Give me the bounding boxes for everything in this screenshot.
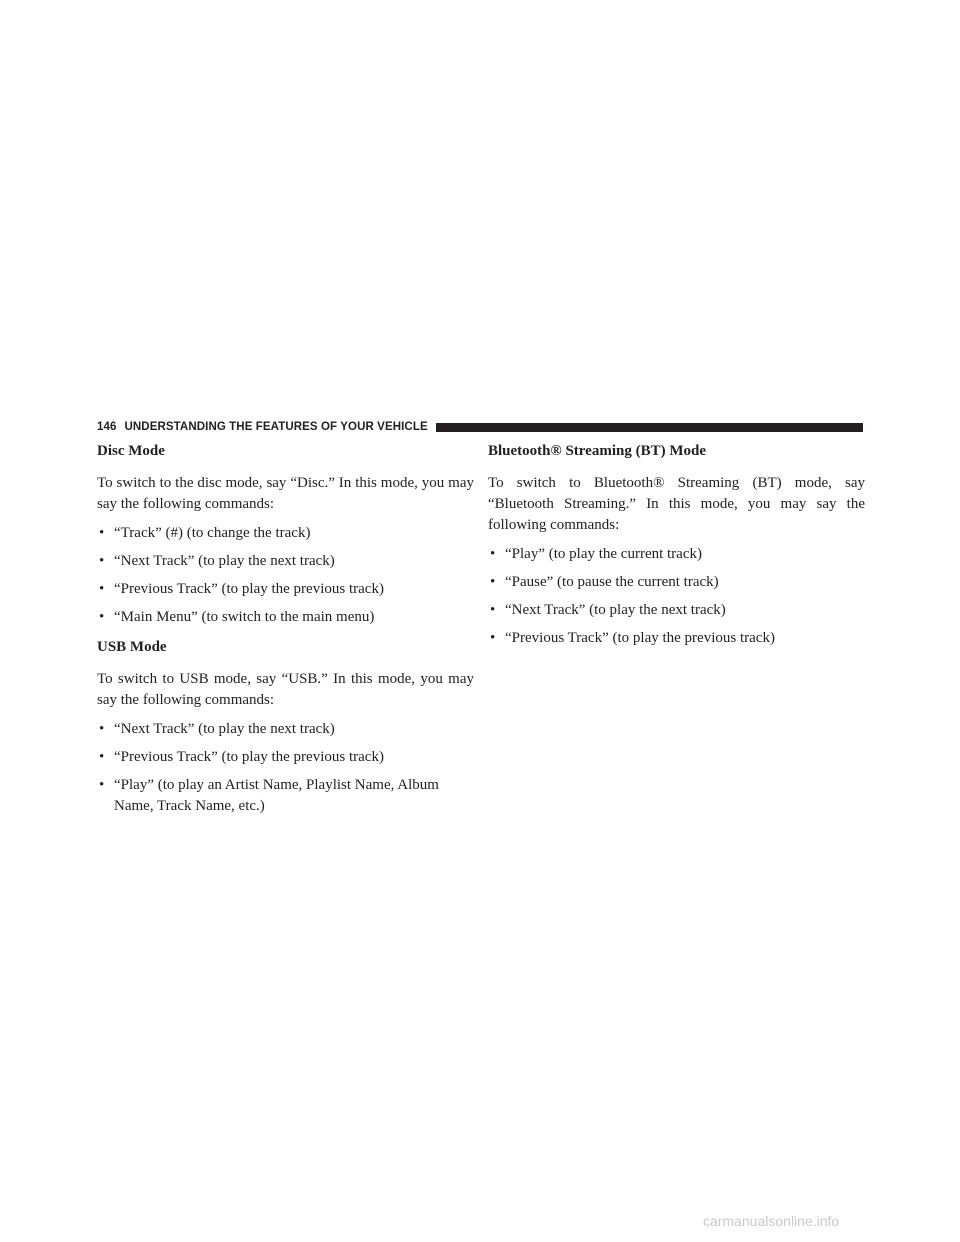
page-number: 146 <box>97 421 117 433</box>
command-text: “Previous Track” (to play the previous track) <box>114 749 384 765</box>
bullet-icon: • <box>99 721 105 737</box>
bullet-icon: • <box>99 553 105 569</box>
list-item <box>488 572 865 593</box>
list-item <box>97 719 474 740</box>
command-text: “Play” (to play an Artist Name, Playlist Name, Album Name, Track Name, etc.) <box>114 777 439 814</box>
section-title: UNDERSTANDING THE FEATURES OF YOUR VEHICLE <box>124 421 428 433</box>
disc-mode-heading: Disc Mode <box>97 443 165 459</box>
command-text: “Next Track” (to play the next track) <box>114 721 335 737</box>
list-item <box>97 579 474 600</box>
left-column <box>97 441 474 826</box>
command-text: “Previous Track” (to play the previous track) <box>505 630 775 646</box>
bullet-icon: • <box>99 525 105 541</box>
bullet-icon: • <box>99 749 105 765</box>
page-header <box>97 418 863 436</box>
command-text: “Main Menu” (to switch to the main menu) <box>114 609 375 625</box>
bluetooth-mode-section <box>488 441 865 649</box>
usb-mode-commands <box>97 719 474 817</box>
usb-mode-section <box>97 637 474 817</box>
bluetooth-mode-intro: To switch to Bluetooth® Streaming (BT) mode, say “Bluetooth Streaming.” In this mode, you may say the following commands: <box>488 475 865 533</box>
watermark-text: carmanualsonline.info <box>703 1213 840 1229</box>
list-item <box>97 775 474 817</box>
bullet-icon: • <box>99 777 105 793</box>
command-text: “Play” (to play the current track) <box>505 546 702 562</box>
list-item <box>97 607 474 628</box>
command-text: “Track” (#) (to change the track) <box>114 525 311 541</box>
usb-mode-intro: To switch to USB mode, say “USB.” In this mode, you may say the following commands: <box>97 671 474 708</box>
list-item <box>488 628 865 649</box>
command-text: “Next Track” (to play the next track) <box>505 602 726 618</box>
bullet-icon: • <box>490 574 496 590</box>
list-item <box>97 523 474 544</box>
command-text: “Next Track” (to play the next track) <box>114 553 335 569</box>
bullet-icon: • <box>490 546 496 562</box>
bullet-icon: • <box>99 609 105 625</box>
usb-mode-heading: USB Mode <box>97 639 167 655</box>
right-column <box>488 441 865 658</box>
list-item <box>488 600 865 621</box>
disc-mode-section <box>97 441 474 628</box>
bluetooth-mode-commands <box>488 544 865 649</box>
disc-mode-intro: To switch to the disc mode, say “Disc.” In this mode, you may say the following commands: <box>97 475 474 512</box>
bullet-icon: • <box>490 630 496 646</box>
command-text: “Pause” (to pause the current track) <box>505 574 719 590</box>
bluetooth-mode-heading: Bluetooth® Streaming (BT) Mode <box>488 443 707 459</box>
disc-mode-commands <box>97 523 474 628</box>
bullet-icon: • <box>490 602 496 618</box>
bullet-icon: • <box>99 581 105 597</box>
list-item <box>97 551 474 572</box>
list-item <box>488 544 865 565</box>
list-item <box>97 747 474 768</box>
header-rule <box>436 423 863 432</box>
command-text: “Previous Track” (to play the previous track) <box>114 581 384 597</box>
